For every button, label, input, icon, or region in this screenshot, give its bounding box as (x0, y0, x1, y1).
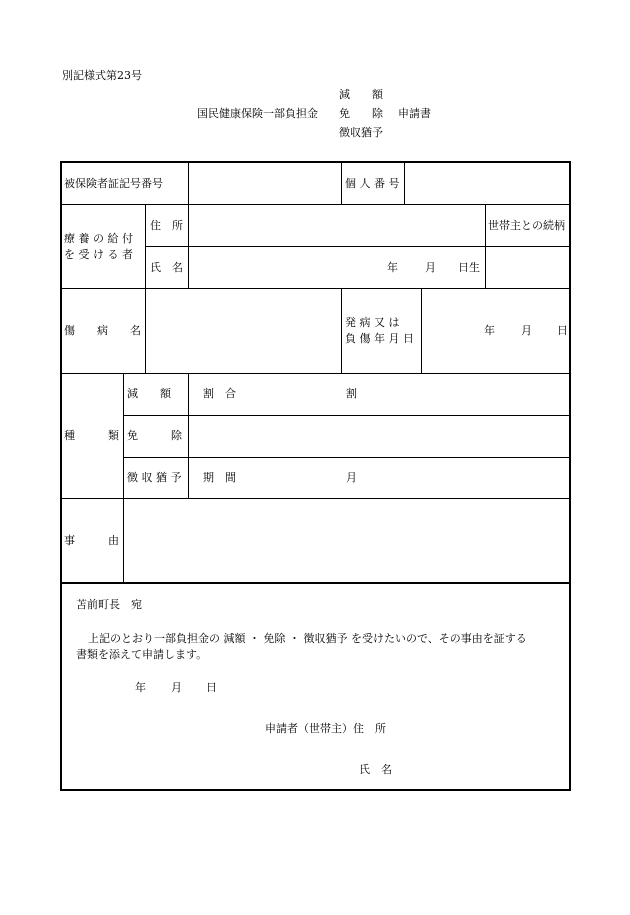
row-line (60, 373, 571, 374)
row-line (60, 288, 571, 289)
address-field[interactable] (190, 206, 484, 246)
birth-year-label: 年 (387, 261, 398, 274)
declaration-line2: 書類を添えて申請します。 (76, 648, 208, 661)
row-line (145, 246, 571, 247)
row-line (123, 457, 571, 458)
onset-month-label: 月 (521, 324, 532, 337)
relation-field[interactable] (487, 248, 568, 288)
exemption-label: 免 除 (127, 429, 182, 442)
table-border-left (60, 161, 62, 791)
personal-number-label: 個 人 番 号 (345, 177, 400, 190)
onset-day-label: 日 (557, 324, 568, 337)
name-label: 氏 名 (150, 261, 183, 274)
recipient-label-line1: 療 養 の 給 付 (64, 232, 133, 245)
ratio-unit: 割 (346, 387, 357, 400)
ratio-label: 割 合 (203, 387, 236, 400)
col-line (123, 373, 124, 582)
title-option-deferral: 徴収猶予 (339, 126, 383, 139)
col-line (188, 373, 189, 498)
reason-field[interactable] (125, 500, 568, 582)
applicant-address-label: 申請者（世帯主）住 所 (265, 722, 386, 735)
form-number: 別記様式第23号 (62, 69, 142, 82)
address-label: 住 所 (150, 219, 183, 232)
reason-label: 事 由 (64, 534, 119, 547)
col-line (404, 161, 405, 205)
col-line (145, 204, 146, 373)
name-field[interactable] (190, 248, 340, 288)
title-main: 国民健康保険一部負担金 (197, 107, 318, 120)
onset-label-line2: 負 傷 年 月 日 (345, 332, 414, 345)
title-option-reduction: 減 額 (339, 88, 383, 101)
table-border-right (569, 161, 571, 791)
onset-label-line1: 発 病 又 は (345, 316, 400, 329)
row-line (60, 204, 571, 205)
date-day-label: 日 (206, 681, 217, 694)
addressee: 苫前町長 宛 (76, 598, 142, 611)
date-month-label: 月 (171, 681, 182, 694)
type-label: 種 類 (64, 429, 119, 442)
table-border-mid (60, 582, 571, 584)
date-year-label: 年 (135, 681, 146, 694)
row-line (123, 415, 571, 416)
birth-month-label: 月 (425, 261, 436, 274)
injury-label: 傷 病 名 (64, 324, 141, 337)
col-line (485, 204, 486, 288)
table-border-top (60, 161, 571, 163)
title-option-exemption: 免 除 (339, 107, 383, 120)
col-line (188, 161, 189, 288)
applicant-name-label: 氏 名 (359, 763, 392, 776)
injury-field[interactable] (147, 290, 340, 372)
reduction-label: 減 額 (127, 387, 171, 400)
birth-day-label: 日生 (458, 261, 480, 274)
onset-year-label: 年 (484, 324, 495, 337)
col-line (341, 161, 342, 205)
relation-label: 世帯主との続柄 (488, 219, 565, 232)
row-line (60, 498, 571, 499)
insured-number-field[interactable] (190, 164, 340, 204)
insured-number-label: 被保険者証記号番号 (64, 177, 163, 190)
title-suffix: 申請書 (398, 107, 431, 120)
col-line (421, 288, 422, 373)
period-label: 期 間 (203, 471, 236, 484)
deferral-label: 徴 収 猶 予 (127, 471, 182, 484)
table-border-bottom (60, 789, 571, 791)
declaration-line1: 上記のとおり一部負担金の 減額 ・ 免除 ・ 徴収猶予 を受けたいので、その事由を証する (88, 632, 527, 645)
col-line (341, 288, 342, 373)
period-unit: 月 (346, 471, 357, 484)
personal-number-field[interactable] (406, 164, 568, 204)
recipient-label-line2: を 受 け る 者 (64, 248, 133, 261)
